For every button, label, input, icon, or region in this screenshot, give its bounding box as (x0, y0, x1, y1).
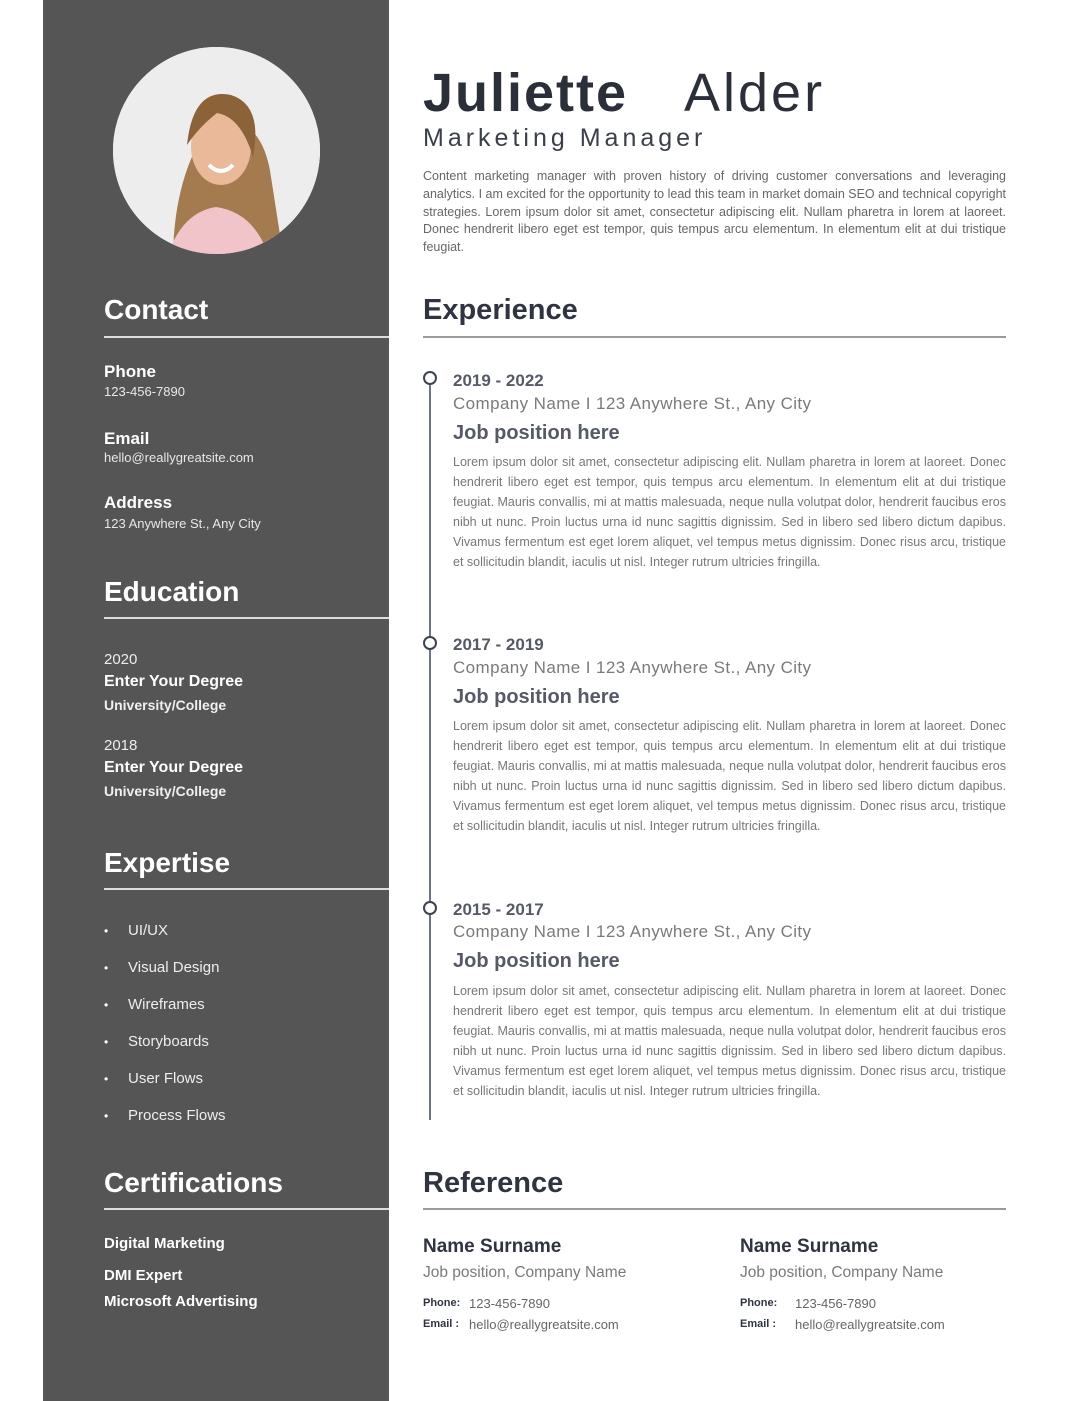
reference-name: Name Surname (423, 1236, 562, 1257)
expertise-skill: User Flows (128, 1070, 204, 1087)
reference-email: hello@reallygreatsite.com (795, 1317, 945, 1332)
experience-heading: Experience (423, 294, 578, 326)
job-years: 2019 - 2022 (453, 371, 544, 390)
job-description: Lorem ipsum dolor sit amet, consectetur adipiscing elit. Nullam pharetra in lorem at laoreet. Donec hendrerit libero eget est tempor, quis tempus arcu elementum. In elementum elit at dui tristique feugiat. Mauris convallis, mi at mattis malesuada, neque nulla volutpat dolor, hendrerit faucibus eros nibh ut nunc. Proin luctus urna id nunc sagittis dignissim. Sed in libero sed libero dictum dapibus. Vivamus fermentum est eget lorem aliquet, vel tempus metus dignissim. Donec risus arcu, tristique et sollicitudin blandit, iaculis ut nisl. Integer rutrum ultricies fringilla. (453, 719, 1006, 834)
expertise-skill: Storyboards (128, 1033, 209, 1050)
email-value: hello@reallygreatsite.com (104, 450, 254, 465)
expertise-heading: Expertise (104, 847, 231, 878)
reference-divider (423, 1208, 1006, 1210)
education-school: University/College (104, 697, 227, 713)
job-company: Company Name I 123 Anywhere St., Any City (453, 658, 812, 677)
job-years: 2017 - 2019 (453, 635, 544, 654)
bullet-icon: • (104, 1034, 109, 1049)
education-year: 2018 (104, 737, 138, 754)
reference-email-label: Email : (423, 1318, 460, 1330)
address-label: Address (104, 493, 173, 512)
reference-phone: 123-456-7890 (469, 1296, 550, 1311)
education-degree: Enter Your Degree (104, 673, 244, 690)
education-divider (104, 617, 389, 619)
job-title: Job position here (453, 422, 620, 444)
bullet-icon: • (104, 1108, 109, 1123)
reference-position: Job position, Company Name (740, 1264, 944, 1281)
reference-email-label: Email : (740, 1318, 777, 1330)
profile-photo (113, 47, 320, 254)
job-company: Company Name I 123 Anywhere St., Any City (453, 394, 812, 413)
timeline-node-icon (423, 901, 437, 915)
education-heading: Education (104, 576, 240, 607)
list-item (104, 1023, 226, 1060)
job-years: 2015 - 2017 (453, 900, 544, 919)
education-school: University/College (104, 783, 227, 799)
job-role: Marketing Manager (423, 124, 707, 152)
timeline-node-icon (423, 371, 437, 385)
timeline-line (429, 372, 431, 1120)
job-title: Job position here (453, 950, 620, 972)
timeline-node-icon (423, 636, 437, 650)
education-year: 2020 (104, 651, 138, 668)
reference-email: hello@reallygreatsite.com (469, 1317, 619, 1332)
list-item (104, 1060, 226, 1097)
job-title: Job position here (453, 686, 620, 708)
phone-value: 123-456-7890 (104, 384, 185, 399)
reference-position: Job position, Company Name (423, 1264, 627, 1281)
profile-summary: Content marketing manager with proven history of driving customer conversations and leveraging analytics. I am excited for the opportunity to lead this team in market domain SEO and technical copyright strategies. Lorem ipsum dolor sit amet, consectetur adipiscing elit. Nullam pharetra in lorem at laoreet. Donec hendrerit libero eget est tempor, quis tempus arcu elementum. In elementum elit at dui tristique feugiat. (423, 169, 1006, 255)
last-name: Alder (684, 63, 826, 123)
job-description: Lorem ipsum dolor sit amet, consectetur adipiscing elit. Nullam pharetra in lorem at laoreet. Donec hendrerit libero eget est tempor, quis tempus arcu elementum. In elementum elit at dui tristique feugiat. Mauris convallis, mi at mattis malesuada, neque nulla volutpat dolor, hendrerit faucibus eros nibh ut nunc. Proin luctus urna id nunc sagittis dignissim. Sed in libero sed libero dictum dapibus. Vivamus fermentum est eget lorem aliquet, vel tempus metus dignissim. Donec risus arcu, tristique et sollicitudin blandit, iaculis ut nisl. Integer rutrum ultricies fringilla. (453, 984, 1006, 1099)
education-degree: Enter Your Degree (104, 759, 244, 776)
bullet-icon: • (104, 997, 109, 1012)
bullet-icon: • (104, 1071, 109, 1086)
list-item (104, 986, 226, 1023)
reference-name: Name Surname (740, 1236, 879, 1257)
expertise-skill: Visual Design (128, 959, 220, 976)
certifications-divider (104, 1208, 389, 1210)
certification-item: DMI Expert (104, 1267, 183, 1284)
certification-item: Digital Marketing (104, 1235, 225, 1252)
expertise-list (104, 912, 226, 1134)
job-company: Company Name I 123 Anywhere St., Any City (453, 922, 812, 941)
reference-heading: Reference (423, 1167, 564, 1199)
job-description: Lorem ipsum dolor sit amet, consectetur adipiscing elit. Nullam pharetra in lorem at laoreet. Donec hendrerit libero eget est tempor, quis tempus arcu elementum. In elementum elit at dui tristique feugiat. Mauris convallis, mi at mattis malesuada, neque nulla volutpat dolor, hendrerit faucibus eros nibh ut nunc. Proin luctus urna id nunc sagittis dignissim. Sed in libero sed libero dictum dapibus. Vivamus fermentum est eget lorem aliquet, vel tempus metus dignissim. Donec risus arcu, tristique et sollicitudin blandit, iaculis ut nisl. Integer rutrum ultricies fringilla. (453, 455, 1006, 570)
list-item (104, 912, 226, 949)
reference-phone-label: Phone: (740, 1297, 778, 1309)
experience-divider (423, 336, 1006, 338)
bullet-icon: • (104, 960, 109, 975)
email-label: Email (104, 429, 150, 448)
first-name: Juliette (423, 63, 629, 123)
reference-phone: 123-456-7890 (795, 1296, 876, 1311)
expertise-divider (104, 888, 389, 890)
expertise-skill: Wireframes (128, 996, 205, 1013)
person-photo-icon (113, 47, 320, 254)
contact-divider (104, 336, 389, 338)
list-item (104, 949, 226, 986)
certifications-heading: Certifications (104, 1167, 283, 1198)
contact-heading: Contact (104, 294, 209, 325)
phone-label: Phone (104, 362, 156, 381)
address-value: 123 Anywhere St., Any City (104, 516, 261, 531)
certification-item: Microsoft Advertising (104, 1293, 258, 1310)
expertise-skill: UI/UX (128, 922, 169, 939)
bullet-icon: • (104, 923, 109, 938)
list-item (104, 1097, 226, 1134)
reference-phone-label: Phone: (423, 1297, 461, 1309)
expertise-skill: Process Flows (128, 1107, 226, 1124)
